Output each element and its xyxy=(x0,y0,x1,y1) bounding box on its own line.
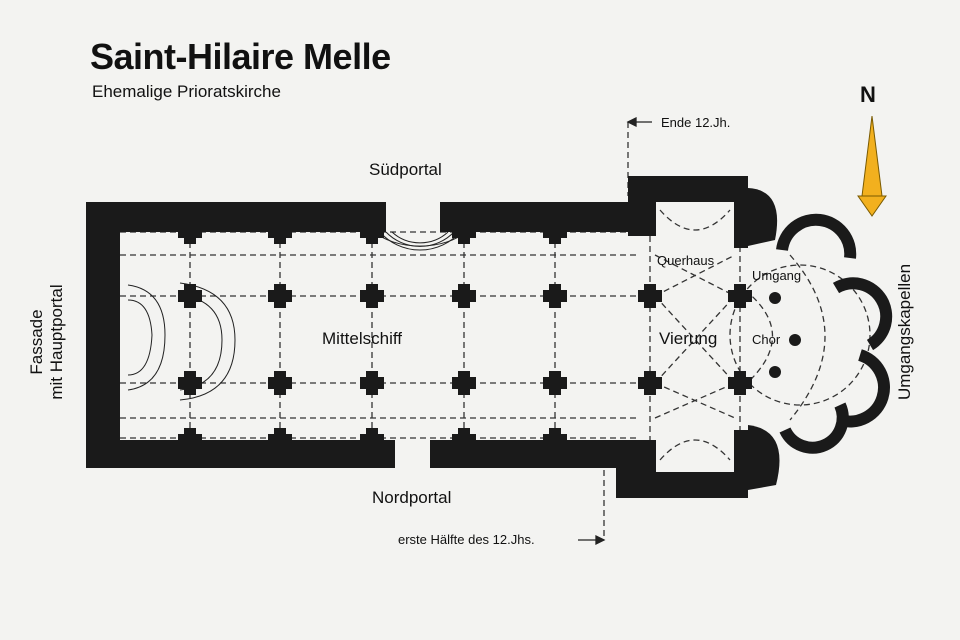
page-subtitle: Ehemalige Prioratskirche xyxy=(92,82,281,101)
compass-label: N xyxy=(860,82,876,107)
annotation-ende: Ende 12.Jh. xyxy=(661,115,731,130)
north-arrow xyxy=(858,116,886,216)
label-nordportal: Nordportal xyxy=(372,488,452,507)
label-chor: Chor xyxy=(752,332,781,347)
pier xyxy=(638,371,662,395)
pier xyxy=(452,371,476,395)
label-fassade xyxy=(27,267,67,417)
pier xyxy=(178,371,202,395)
pier xyxy=(268,371,292,395)
pier xyxy=(728,371,752,395)
choir-column xyxy=(769,366,781,378)
choir-column xyxy=(789,334,801,346)
label-querhaus: Querhaus xyxy=(657,253,715,268)
pier xyxy=(360,371,384,395)
ambulatory-chapels xyxy=(782,220,886,448)
label-fassade-line1: Fassade xyxy=(27,309,46,375)
pier xyxy=(360,284,384,308)
pier xyxy=(543,284,567,308)
label-fassade-line2: mit Hauptportal xyxy=(47,284,66,400)
label-vierung: Vierung xyxy=(659,329,718,348)
page-title: Saint-Hilaire Melle xyxy=(90,36,391,77)
pier xyxy=(268,284,292,308)
label-umgang: Umgang xyxy=(752,268,802,283)
label-suedportal: Südportal xyxy=(369,160,442,179)
label-umgangskapellen: Umgangskapellen xyxy=(895,263,914,401)
annotation-erste: erste Hälfte des 12.Jhs. xyxy=(398,532,535,547)
pier xyxy=(543,371,567,395)
label-mittelschiff: Mittelschiff xyxy=(322,329,402,348)
pier xyxy=(638,284,662,308)
pier xyxy=(452,284,476,308)
choir-column xyxy=(769,292,781,304)
pier xyxy=(178,284,202,308)
